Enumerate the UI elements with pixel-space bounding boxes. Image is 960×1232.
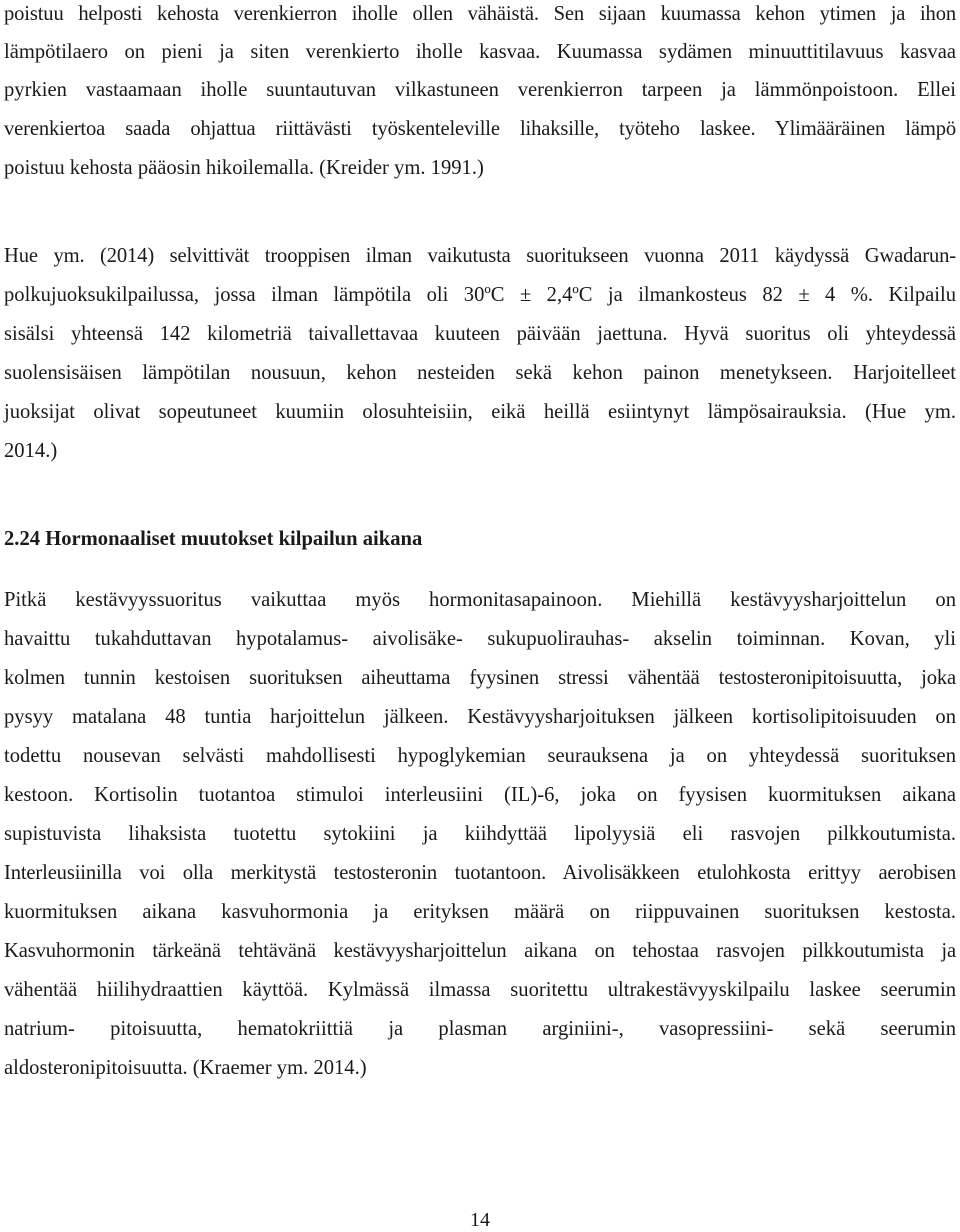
text-line: kuormituksen aikana kasvuhormonia ja erityksen määrä on riippuvainen suorituksen kestosta. <box>4 901 956 923</box>
text-line: suolensisäisen lämpötilan nousuun, kehon nesteiden sekä kehon painon menetykseen. Harjoitelleet <box>4 362 956 384</box>
text-line: Interleusiinilla voi olla merkitystä testosteronin tuotantoon. Aivolisäkkeen etulohkosta erittyy aerobisen <box>4 862 956 884</box>
text-line: juoksijat olivat sopeutuneet kuumiin olosuhteisiin, eikä heillä esiintynyt lämpösairauksia. (Hue ym. <box>4 401 956 423</box>
text-line: verenkiertoa saada ohjattua riittävästi työskenteleville lihaksille, työteho laskee. Ylimääräinen lämpö <box>4 118 956 140</box>
text-line: todettu nousevan selvästi mahdollisesti hypoglykemian seurauksena ja on yhteydessä suorituksen <box>4 745 956 767</box>
text-line: supistuvista lihaksista tuotettu sytokiini ja kiihdyttää lipolyysiä eli rasvojen pilkkoutumista. <box>4 823 956 845</box>
text-line: pyrkien vastaamaan iholle suuntautuvan vilkastuneen verenkierron tarpeen ja lämmönpoistoon. Ellei <box>4 79 956 101</box>
text-line: aldosteronipitoisuutta. (Kraemer ym. 2014.) <box>4 1057 367 1079</box>
text-line: natrium- pitoisuutta, hematokriittiä ja plasman arginiini-, vasopressiini- sekä seerumin <box>4 1018 956 1040</box>
text-line: vähentää hiilihydraattien käyttöä. Kylmässä ilmassa suoritettu ultrakestävyyskilpailu laskee seerumin <box>4 979 956 1001</box>
text-line: polkujuoksukilpailussa, jossa ilman lämpötila oli 30ºC ± 2,4ºC ja ilmankosteus 82 ± 4 %. Kilpailu <box>4 284 956 306</box>
text-line: sisälsi yhteensä 142 kilometriä taivallettavaa kuuteen päivään jaettuna. Hyvä suoritus oli yhteydessä <box>4 323 956 345</box>
text-line: Hue ym. (2014) selvittivät trooppisen ilman vaikutusta suoritukseen vuonna 2011 käydyssä Gwadarun- <box>4 245 956 267</box>
text-line: Kasvuhormonin tärkeänä tehtävänä kestävyysharjoittelun aikana on tehostaa rasvojen pilkkoutumista ja <box>4 940 956 962</box>
text-line: pysyy matalana 48 tuntia harjoittelun jälkeen. Kestävyysharjoituksen jälkeen kortisolipitoisuuden on <box>4 706 956 728</box>
text-line: havaittu tukahduttavan hypotalamus- aivolisäke- sukupuolirauhas- akselin toiminnan. Kovan, yli <box>4 628 956 650</box>
page-number: 14 <box>470 1209 490 1231</box>
section-heading: 2.24 Hormonaaliset muutokset kilpailun aikana <box>4 528 423 550</box>
text-line: kestoon. Kortisolin tuotantoa stimuloi interleusiini (IL)-6, joka on fyysisen kuormituksen aikana <box>4 784 956 806</box>
text-line: poistuu helposti kehosta verenkierron iholle ollen vähäistä. Sen sijaan kuumassa kehon ytimen ja ihon <box>4 3 956 25</box>
text-line: lämpötilaero on pieni ja siten verenkierto iholle kasvaa. Kuumassa sydämen minuuttitilavuus kasvaa <box>4 41 956 63</box>
text-line: Pitkä kestävyyssuoritus vaikuttaa myös hormonitasapainoon. Miehillä kestävyysharjoittelun on <box>4 589 956 611</box>
text-line: poistuu kehosta pääosin hikoilemalla. (Kreider ym. 1991.) <box>4 157 484 179</box>
text-line: 2014.) <box>4 440 58 462</box>
text-line: kolmen tunnin kestoisen suorituksen aiheuttama fyysinen stressi vähentää testosteronipitoisuutta, joka <box>4 667 956 689</box>
